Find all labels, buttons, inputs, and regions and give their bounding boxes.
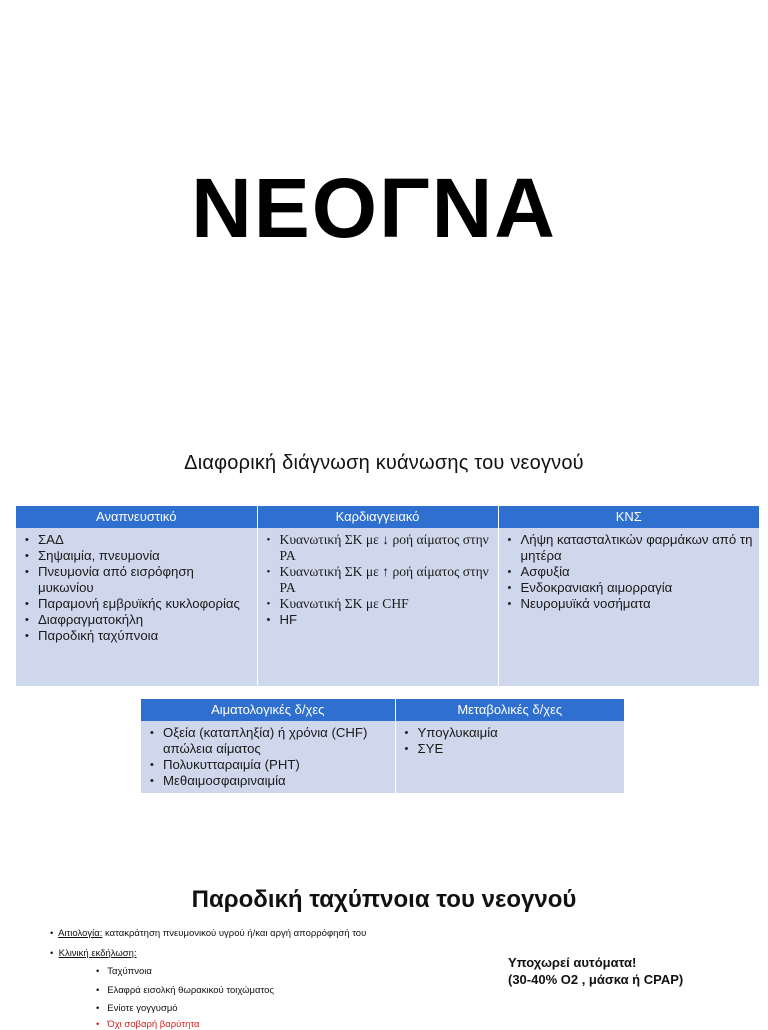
remission-note — [508, 954, 683, 988]
respiratory-list — [22, 532, 253, 644]
differential-table-primary — [16, 506, 759, 686]
cns-list — [505, 532, 756, 612]
haematologic-cell — [141, 721, 395, 793]
list-item: • ΣΑΔ — [22, 532, 253, 548]
page-title: ΝΕΟΓΝΑ — [191, 161, 557, 255]
list-item: • Νευρομυϊκά νοσήματα — [505, 596, 756, 612]
table-header-row — [141, 699, 624, 721]
column-header-cns: ΚΝΣ — [498, 506, 759, 528]
cardiovascular-cell — [257, 528, 498, 686]
list-item: • Πολυκυτταραιμία (PHT) — [147, 757, 391, 773]
list-item: • ΣΥΕ — [402, 741, 621, 757]
list-item: • Οξεία (καταπληξία) ή χρόνια (CHF) απώλεια αίματος — [147, 725, 391, 757]
bullet-icon: • — [96, 985, 100, 996]
bullet-icon: • — [50, 948, 54, 959]
metabolic-cell — [395, 721, 624, 793]
list-item: • Λήψη κατασταλτικών φαρμάκων από τη μητέρα — [505, 532, 756, 564]
list-item: • Σηψαιμία, πνευμονία — [22, 548, 253, 564]
differential-diagnosis-heading: Διαφορική διάγνωση κυάνωσης του νεογνού — [184, 452, 584, 474]
clinical-item — [96, 1019, 199, 1030]
bullet-icon: • — [96, 1019, 100, 1030]
clinical-label: Κλινική εκδήλωση: — [58, 948, 137, 959]
list-item: • Πνευμονία από εισρόφηση μυκωνίου — [22, 564, 253, 596]
clinical-item-text: Ταχύπνοια — [107, 966, 152, 977]
list-item: • Κυανωτική ΣΚ με ↓ ροή αίματος στην ΡΑ — [264, 532, 494, 564]
table-header-row — [16, 506, 759, 528]
bullet-icon: • — [50, 928, 54, 939]
clinical-item-text: Όχι σοβαρή βαρύτητα — [107, 1019, 200, 1030]
column-header-metabolic: Μεταβολικές δ/χες — [395, 699, 624, 721]
list-item: • Διαφραγματοκήλη — [22, 612, 253, 628]
list-item: • Ασφυξία — [505, 564, 756, 580]
list-item: • Παροδική ταχύπνοια — [22, 628, 253, 644]
transient-tachypnea-heading: Παροδική ταχύπνοια του νεογνού — [191, 886, 577, 913]
differential-table-secondary — [141, 699, 624, 793]
column-header-respiratory: Αναπνευστικό — [16, 506, 257, 528]
list-item: • Ενδοκρανιακή αιμορραγία — [505, 580, 756, 596]
list-item: • Παραμονή εμβρυϊκής κυκλοφορίας — [22, 596, 253, 612]
clinical-item — [96, 966, 152, 977]
respiratory-cell — [16, 528, 257, 686]
clinical-item — [96, 985, 274, 996]
column-header-cardiovascular: Καρδιαγγειακό — [257, 506, 498, 528]
clinical-item-text: Ενίοτε γογγυσμό — [107, 1003, 178, 1014]
treatment-line: (30-40% O2 , μάσκα ή CPAP) — [508, 972, 684, 987]
clinical-line — [50, 948, 137, 959]
aetiology-text: κατακράτηση πνευμονικού υγρού ή/και αργή απορρόφησή του — [105, 928, 367, 939]
cardiovascular-list — [264, 532, 494, 628]
remission-line: Υποχωρεί αυτόματα! — [508, 955, 637, 970]
aetiology-label: Αιτιολογία: — [58, 928, 103, 939]
aetiology-line — [50, 928, 366, 939]
column-header-haematologic: Αιματολογικές δ/χες — [141, 699, 395, 721]
metabolic-list — [402, 725, 621, 757]
list-item: • Κυανωτική ΣΚ με ↑ ροή αίματος στην ΡΑ — [264, 564, 494, 596]
table-row — [141, 721, 624, 793]
bullet-icon: • — [96, 1003, 100, 1014]
list-item: • Υπογλυκαιμία — [402, 725, 621, 741]
clinical-item — [96, 1003, 178, 1014]
haematologic-list — [147, 725, 391, 789]
clinical-item-text: Ελαφρά εισολκή θωρακικού τοιχώματος — [107, 985, 274, 996]
cns-cell — [498, 528, 759, 686]
list-item: • HF — [264, 612, 494, 628]
list-item: • Κυανωτική ΣΚ με CHF — [264, 596, 494, 612]
table-row — [16, 528, 759, 686]
list-item: • Μεθαιμοσφαιριναιμία — [147, 773, 391, 789]
bullet-icon: • — [96, 966, 100, 977]
